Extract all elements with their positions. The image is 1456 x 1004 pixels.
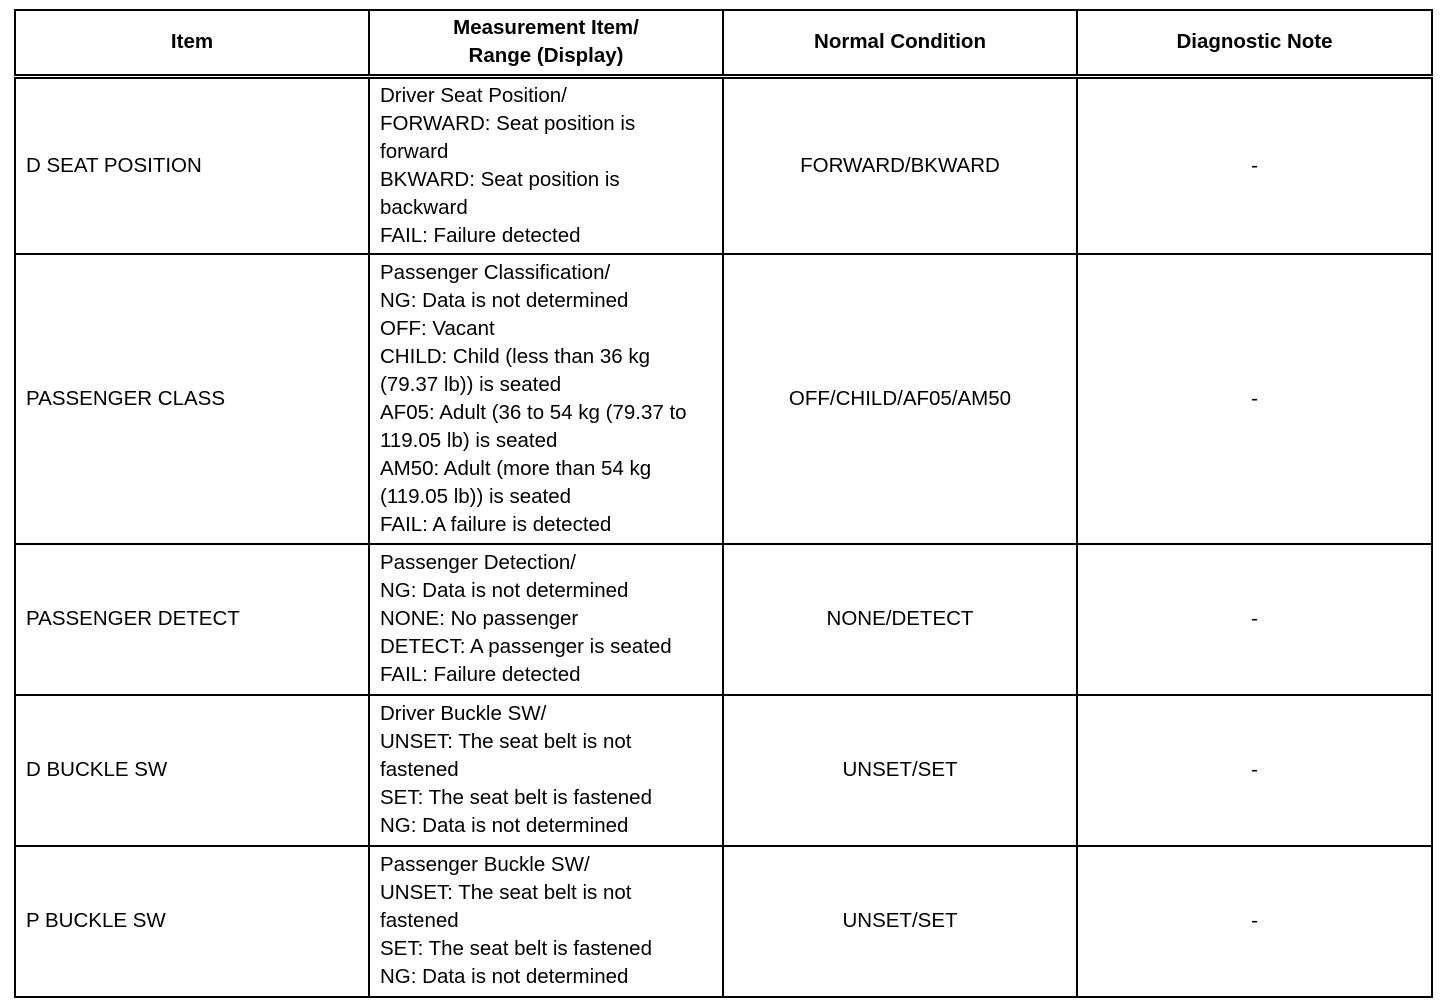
range-line: forward <box>380 139 449 163</box>
item-cell: PASSENGER DETECT <box>15 544 369 695</box>
range-line: Passenger Buckle SW/ <box>380 853 590 876</box>
note-cell: - <box>1077 544 1432 695</box>
header-item: Item <box>15 10 369 77</box>
range-line: DETECT: A passenger is seated <box>380 635 672 658</box>
range-line: OFF: Vacant <box>380 316 495 340</box>
range-cell <box>369 77 723 255</box>
header-measurement <box>369 10 723 77</box>
range-line: 119.05 lb) is seated <box>380 428 558 452</box>
table-row <box>15 846 1432 997</box>
header-measurement-line: Measurement Item/ <box>453 16 639 39</box>
note-cell: - <box>1077 254 1432 544</box>
item-cell: PASSENGER CLASS <box>15 254 369 544</box>
data-list-table <box>14 9 1433 998</box>
range-line: NG: Data is not determined <box>380 288 629 312</box>
range-line: NG: Data is not determined <box>380 579 629 602</box>
range-line: fastened <box>380 758 459 781</box>
header-normal-condition: Normal Condition <box>723 10 1077 77</box>
range-line: Passenger Classification/ <box>380 260 611 284</box>
range-line: UNSET: The seat belt is not <box>380 881 632 904</box>
range-line: AF05: Adult (36 to 54 kg (79.37 to <box>380 400 687 424</box>
range-line: Passenger Detection/ <box>380 551 577 574</box>
range-line: SET: The seat belt is fastened <box>380 937 652 960</box>
range-line: Driver Seat Position/ <box>380 83 567 107</box>
range-line: (79.37 lb)) is seated <box>380 372 562 396</box>
item-cell: D SEAT POSITION <box>15 77 369 255</box>
range-line: FAIL: Failure detected <box>380 663 581 686</box>
range-line: UNSET: The seat belt is not <box>380 730 632 753</box>
note-cell: - <box>1077 846 1432 997</box>
table-row <box>15 695 1432 846</box>
condition-cell: UNSET/SET <box>723 695 1077 846</box>
range-line: FORWARD: Seat position is <box>380 111 636 135</box>
range-line: AM50: Adult (more than 54 kg <box>380 456 652 480</box>
range-line: NG: Data is not determined <box>380 814 629 837</box>
range-cell <box>369 695 723 846</box>
range-line: (119.05 lb)) is seated <box>380 484 572 508</box>
condition-cell: FORWARD/BKWARD <box>723 77 1077 255</box>
range-line: FAIL: A failure is detected <box>380 512 612 536</box>
item-cell: P BUCKLE SW <box>15 846 369 997</box>
range-line: BKWARD: Seat position is <box>380 167 620 191</box>
note-cell: - <box>1077 695 1432 846</box>
range-cell <box>369 544 723 695</box>
range-line: fastened <box>380 909 459 932</box>
range-line: SET: The seat belt is fastened <box>380 786 652 809</box>
header-measurement-line: Range (Display) <box>468 44 624 67</box>
table-row <box>15 254 1432 544</box>
condition-cell: UNSET/SET <box>723 846 1077 997</box>
item-cell: D BUCKLE SW <box>15 695 369 846</box>
range-line: backward <box>380 195 468 219</box>
note-cell: - <box>1077 77 1432 255</box>
range-cell <box>369 254 723 544</box>
range-line: FAIL: Failure detected <box>380 223 581 247</box>
condition-cell: NONE/DETECT <box>723 544 1077 695</box>
range-line: CHILD: Child (less than 36 kg <box>380 344 651 368</box>
range-cell <box>369 846 723 997</box>
range-line: NONE: No passenger <box>380 607 579 630</box>
header-diagnostic-note: Diagnostic Note <box>1077 10 1432 77</box>
table-header-row <box>15 10 1432 77</box>
range-line: NG: Data is not determined <box>380 965 629 988</box>
range-line: Driver Buckle SW/ <box>380 702 547 725</box>
condition-cell: OFF/CHILD/AF05/AM50 <box>723 254 1077 544</box>
table-row <box>15 77 1432 255</box>
table-row <box>15 544 1432 695</box>
